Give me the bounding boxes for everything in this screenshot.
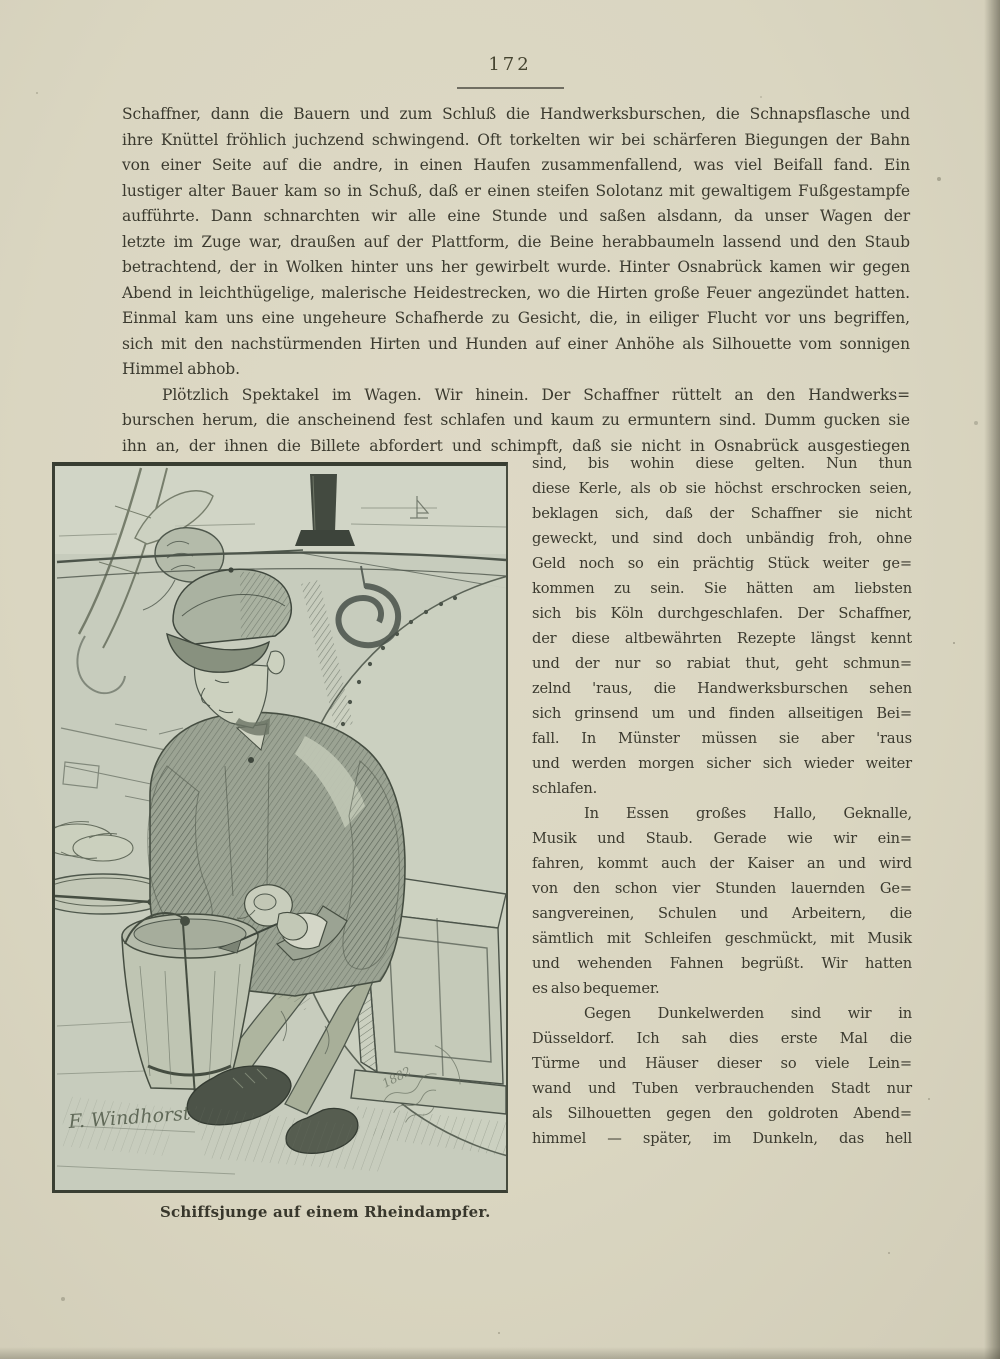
text-line: aufführte. Dann schnarchten wir alle eine Stunde und saßen alsdann, da unser Wagen der	[122, 207, 910, 225]
text-line: sich grinsend um und finden allseitigen Bei=	[532, 705, 912, 722]
text-line: kommen zu sein. Sie hätten am liebsten	[532, 580, 912, 597]
text-line: und wehenden Fahnen begrüßt. Wir hatten	[532, 955, 912, 972]
text-line: letzte im Zuge war, draußen auf der Plattform, die Beine herabbaumeln lassend und den Staub	[122, 232, 910, 251]
text-line: burschen herum, die anscheinend fest schlafen und kaum zu ermuntern sind. Dumm gucken sie	[122, 411, 910, 429]
text-line: fall. In Münster müssen sie aber 'raus	[532, 730, 912, 747]
text-line: von einer Seite auf die andre, in einen Haufen zusammenfallend, was viel Beifall fand. Ein	[122, 156, 910, 174]
text-line: Abend in leichthügelige, malerische Heidestrecken, wo die Hirten große Feuer angezündet hatten.	[122, 283, 910, 302]
text-line: wand und Tuben verbrauchenden Stadt nur	[532, 1080, 912, 1097]
illustration-drawing	[55, 466, 506, 1190]
text-line: Türme und Häuser dieser so viele Lein=	[532, 1055, 912, 1072]
page-number: 172	[488, 54, 532, 75]
text-line: ihre Knüttel fröhlich juchzend schwingend. Oft torkelten wir bei schärferen Biegungen der Bahn	[122, 130, 910, 149]
scan-edge-shadow-right	[984, 0, 1000, 1359]
text-line: Geld noch so ein prächtig Stück weiter ge=	[532, 555, 912, 572]
text-line: zelnd 'raus, die Handwerksburschen sehen	[532, 680, 912, 697]
text-line: sämtlich mit Schleifen geschmückt, mit Musik	[532, 930, 912, 947]
text-line: fahren, kommt auch der Kaiser an und wird	[532, 855, 912, 872]
text-line: Himmel abhob.	[122, 360, 240, 378]
text-line: sich mit den nachstürmenden Hirten und Hunden auf einer Anhöhe als Silhouette vom sonnigen	[122, 334, 910, 353]
text-line: Plötzlich Spektakel im Wagen. Wir hinein. Der Schaffner rüttelt an den Handwerks=	[162, 385, 910, 404]
inscription-date: 1882	[379, 1063, 414, 1091]
potato	[254, 894, 276, 910]
text-line: Gegen Dunkelwerden sind wir in	[584, 1005, 912, 1022]
text-line: Düsseldorf. Ich sah dies erste Mal die	[532, 1030, 912, 1047]
text-line: geweckt, und sind doch unbändig froh, ohne	[532, 530, 912, 547]
text-line: Schaffner, dann die Bauern und zum Schluß die Handwerksburschen, die Schnapsflasche und	[122, 105, 910, 123]
text-line: als Silhouetten gegen den goldroten Abend=	[532, 1105, 912, 1122]
text-line: es also bequemer.	[532, 980, 660, 997]
paper-specks	[0, 0, 2, 2]
text-line: und werden morgen sicher sich wieder weiter	[532, 755, 912, 772]
artist-signature: F. Windhorst	[67, 1102, 192, 1133]
text-line: Musik und Staub. Gerade wie wir ein=	[532, 830, 912, 847]
text-line: lustiger alter Bauer kam so in Schuß, daß er einen steifen Solotanz mit gewaltigem Fußgestampfe	[122, 181, 910, 200]
text-line: schlafen.	[532, 780, 598, 797]
text-line: betrachtend, der in Wolken hinter uns her gewirbelt wurde. Hinter Osnabrück kamen wir gegen	[122, 258, 910, 276]
page-number-rule	[457, 87, 564, 89]
main-text-block	[122, 102, 910, 459]
text-line: sich bis Köln durchgeschlafen. Der Schaffner,	[532, 605, 912, 622]
right-column-text	[532, 451, 912, 1151]
text-line: himmel — später, im Dunkeln, das hell	[532, 1130, 912, 1147]
text-line: Einmal kam uns eine ungeheure Schafherde zu Gesicht, die, in eiliger Flucht vor uns begriffen,	[122, 309, 910, 327]
text-line: beklagen sich, daß der Schaffner sie nicht	[532, 505, 912, 522]
text-line: der diese altbewährten Rezepte längst kennt	[532, 630, 912, 647]
text-line: ihn an, der ihnen die Billete abfordert und schimpft, daß sie nicht in Osnabrück ausgestiegen	[122, 436, 910, 455]
text-line: von den schon vier Stunden lauernden Ge=	[532, 880, 912, 897]
illustration	[52, 462, 508, 1193]
text-line: sind, bis wohin diese gelten. Nun thun	[532, 455, 912, 472]
scan-edge-shadow-bottom	[0, 1347, 1000, 1359]
text-line: sangvereinen, Schulen und Arbeitern, die	[532, 905, 912, 922]
text-line: In Essen großes Hallo, Geknalle,	[584, 805, 912, 822]
text-line: und der nur so rabiat thut, geht schmun=	[532, 655, 912, 672]
text-line: diese Kerle, als ob sie höchst erschrocken seien,	[532, 480, 912, 497]
illustration-caption: Schiffsjunge auf einem Rheindampfer.	[160, 1203, 491, 1221]
